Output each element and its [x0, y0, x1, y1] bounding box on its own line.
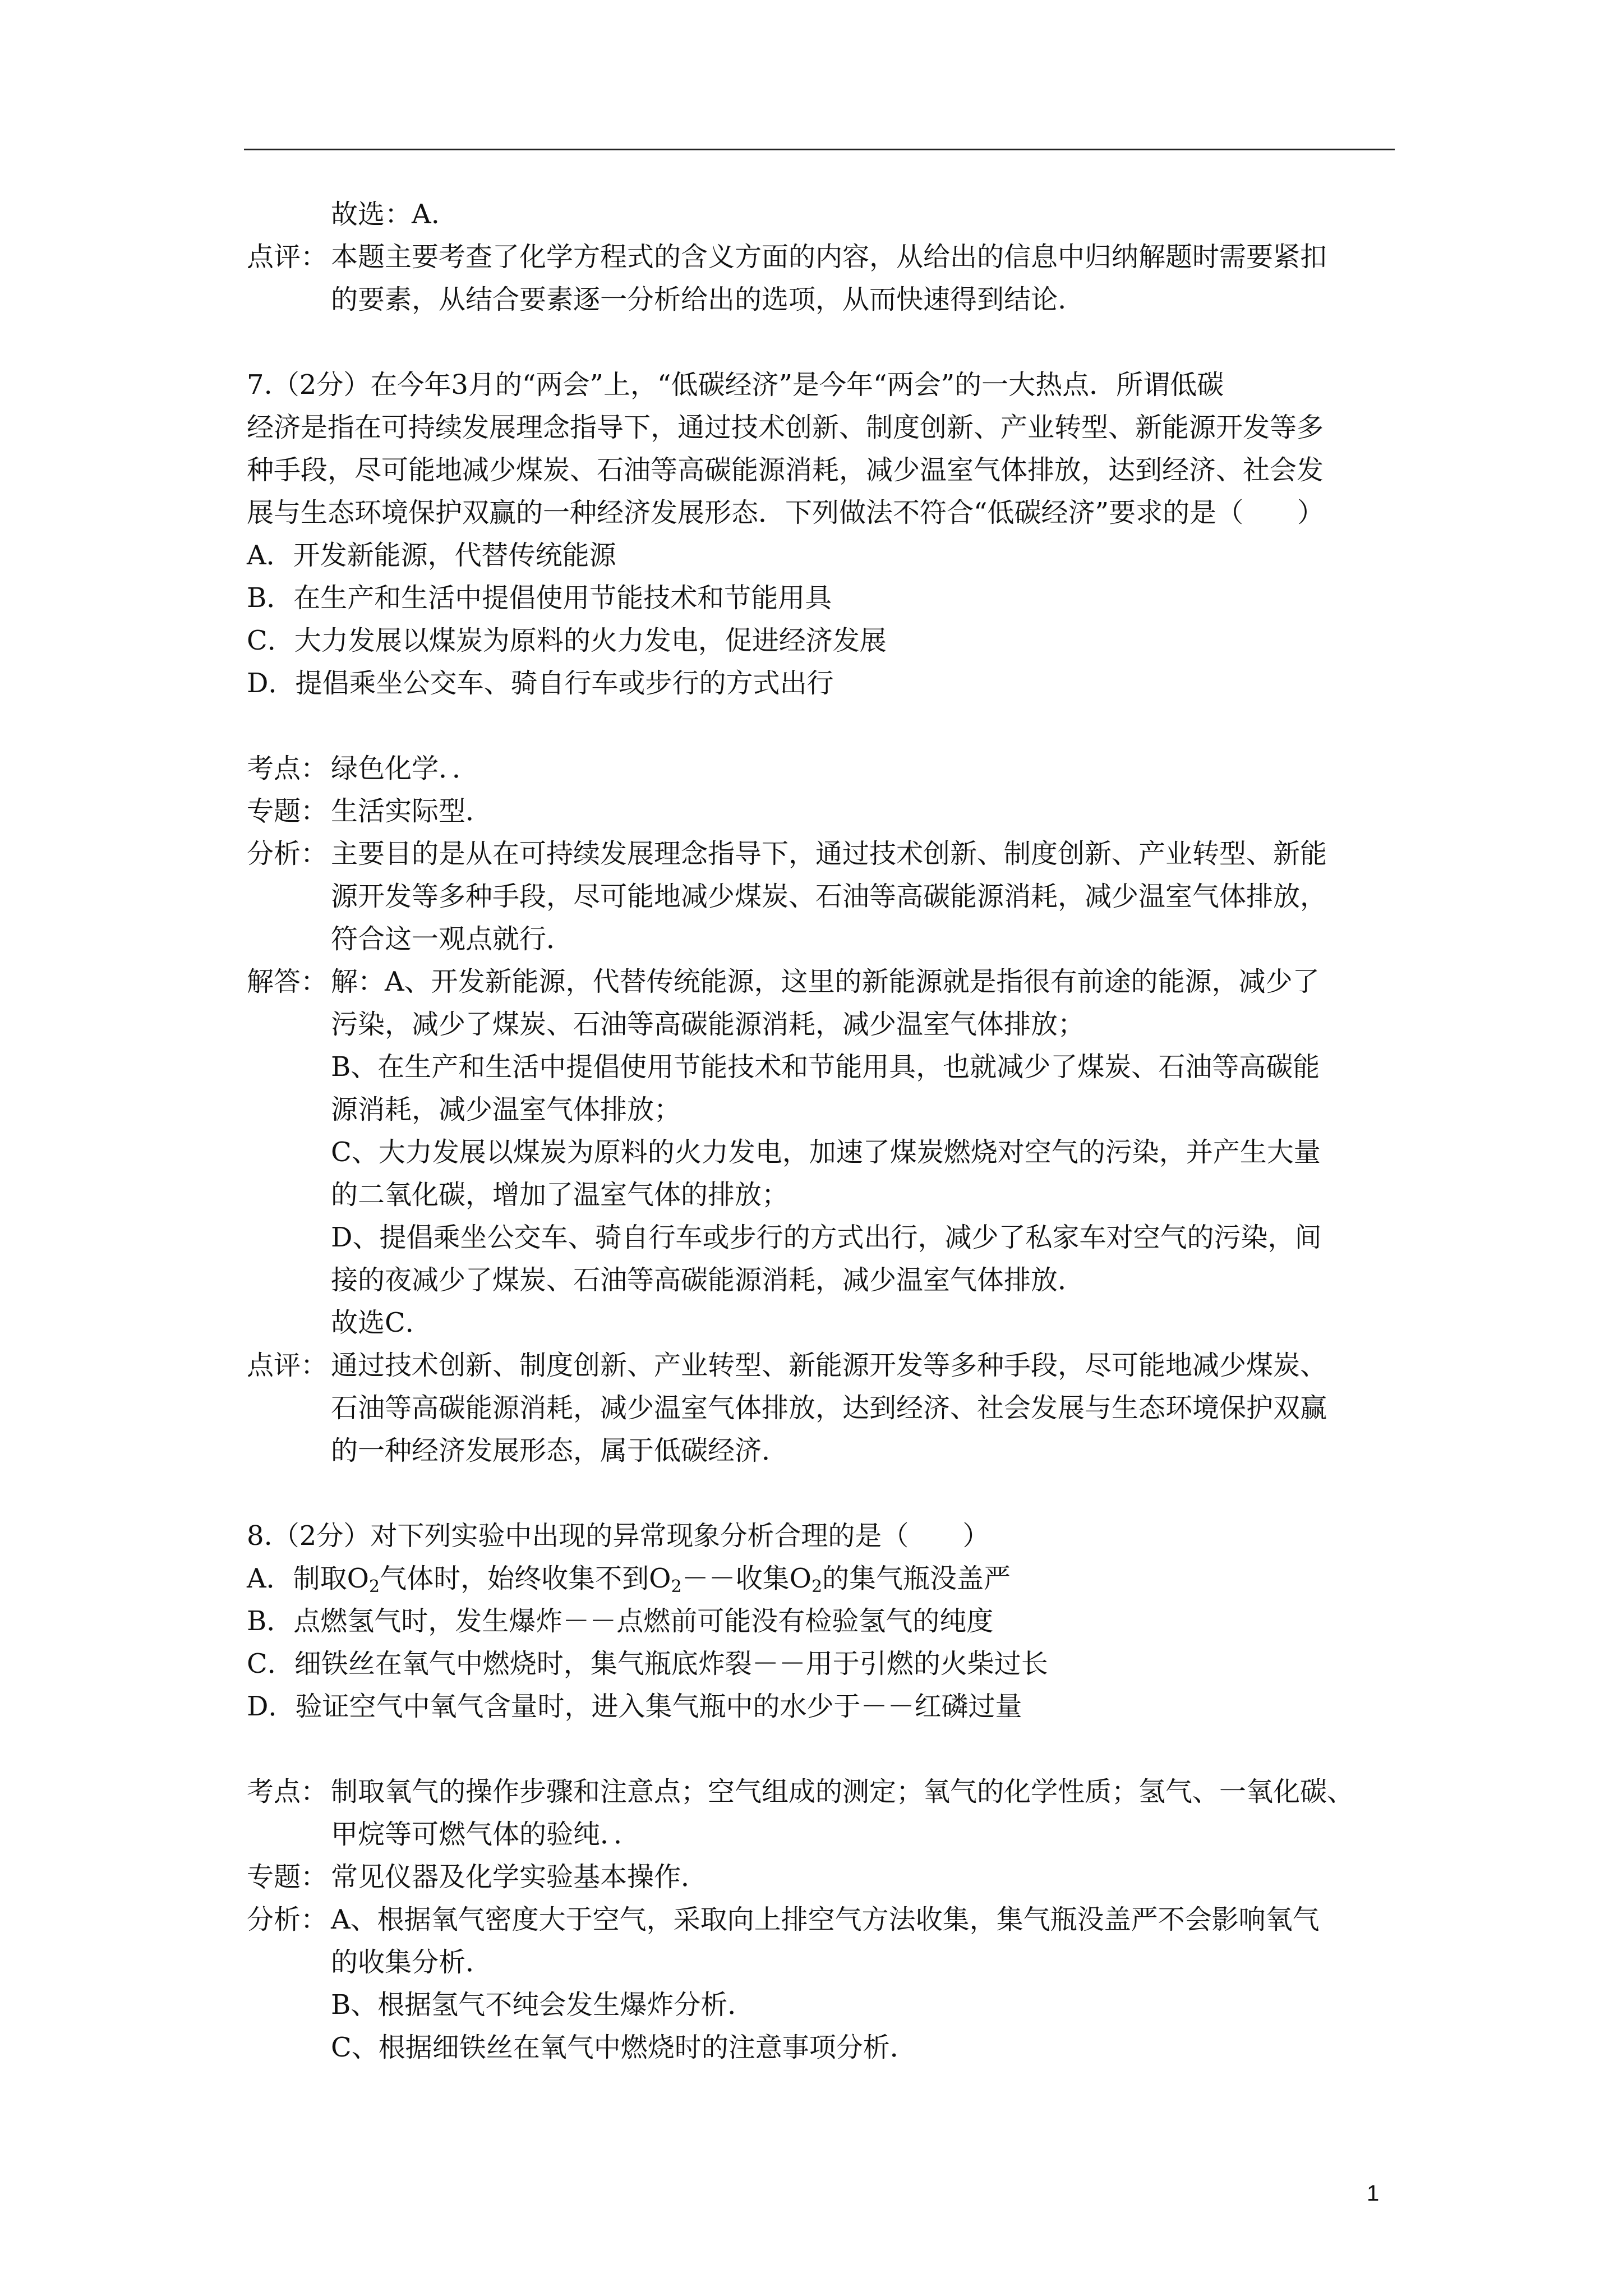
- kaodian-label: 考点：: [247, 753, 328, 784]
- dianping-label: 点评：: [247, 1350, 328, 1381]
- header-rule: [244, 149, 1395, 150]
- option-a-part: －－收集O: [681, 1563, 811, 1594]
- q8-fenxi-line: C、根据细铁丝在氧气中燃烧时的注意事项分析．: [331, 2032, 917, 2063]
- q7-fenxi-line: 源开发等多种手段，尽可能地减少煤炭、石油等高碳能源消耗，减少温室气体排放，: [331, 881, 1327, 912]
- q8-option-b: B．点燃氢气时，发生爆炸－－点燃前可能没有检验氢气的纯度: [247, 1605, 994, 1637]
- subscript: 2: [811, 1577, 823, 1596]
- q7-jieda-line: 故选C．: [331, 1307, 432, 1338]
- q8-fenxi-line: 的收集分析．: [331, 1947, 493, 1978]
- jieda-text: 解：A、开发新能源，代替传统能源，这里的新能源就是指很有前途的能源，减少了: [331, 966, 1320, 997]
- q7-jieda-line: 源消耗，减少温室气体排放；: [331, 1094, 681, 1125]
- kaodian-text: 制取氧气的操作步骤和注意点；空气组成的测定；氧气的化学性质；氢气、一氧化碳、: [331, 1776, 1354, 1807]
- zhuanti-text: 常见仪器及化学实验基本操作．: [331, 1861, 708, 1893]
- q6-answer: 故选：A.: [331, 199, 440, 230]
- fenxi-label: 分析：: [247, 1904, 328, 1935]
- option-a-part: 气体时，始终收集不到O: [380, 1563, 671, 1594]
- q7-dianping-line: 的一种经济发展形态，属于低碳经济．: [331, 1435, 789, 1466]
- fenxi-label: 分析：: [247, 838, 328, 869]
- document-body: [247, 193, 1396, 2069]
- comment-text: 本题主要考查了化学方程式的含义方面的内容，从给出的信息中归纳解题时需要紧扣: [331, 241, 1327, 273]
- kaodian-text: 绿色化学．．: [331, 753, 479, 784]
- q8-kaodian-line: 甲烷等可燃气体的验纯．．: [331, 1819, 641, 1850]
- q8-fenxi: [247, 1898, 1396, 1941]
- q7-dianping-line: 石油等高碳能源消耗，减少温室气体排放，达到经济、社会发展与生态环境保护双赢: [331, 1392, 1327, 1424]
- subscript: 2: [671, 1577, 682, 1596]
- q7-jieda-line: B、在生产和生活中提倡使用节能技术和节能用具，也就减少了煤炭、石油等高碳能: [331, 1051, 1320, 1083]
- q8-option-d: D．验证空气中氧气含量时，进入集气瓶中的水少于－－红磷过量: [247, 1691, 1022, 1722]
- q7-zhuanti: [247, 790, 1396, 832]
- q7-kaodian: [247, 747, 1396, 790]
- q6-comment-line: 的要素，从结合要素逐一分析给出的选项，从而快速得到结论.: [331, 284, 1067, 315]
- q7-jieda-line: 污染，减少了煤炭、石油等高碳能源消耗，减少温室气体排放；: [331, 1009, 1085, 1040]
- q7-jieda-line: 的二氧化碳，增加了温室气体的排放；: [331, 1179, 789, 1211]
- jieda-label: 解答：: [247, 966, 328, 997]
- subscript: 2: [369, 1577, 380, 1596]
- q6-comment-line: [247, 236, 1396, 278]
- zhuanti-label: 专题：: [247, 795, 328, 827]
- option-a-part: 的集气瓶没盖严: [822, 1563, 1011, 1594]
- zhuanti-label: 专题：: [247, 1861, 328, 1893]
- q8-zhuanti: [247, 1856, 1396, 1898]
- option-a-part: A．制取O: [247, 1563, 370, 1594]
- q7-jieda-line: C、大力发展以煤炭为原料的火力发电，加速了煤炭燃烧对空气的污染，并产生大量: [331, 1137, 1321, 1168]
- kaodian-label: 考点：: [247, 1776, 328, 1807]
- q7-jieda: [247, 960, 1396, 1003]
- comment-label: 点评：: [247, 241, 328, 273]
- q7-option-a: A．开发新能源，代替传统能源: [247, 540, 616, 571]
- q7-dianping: [247, 1344, 1396, 1387]
- q7-stem: 经济是指在可持续发展理念指导下，通过技术创新、制度创新、产业转型、新能源开发等多: [247, 412, 1324, 443]
- q7-fenxi: [247, 832, 1396, 875]
- q7-fenxi-line: 符合这一观点就行．: [331, 923, 574, 955]
- q7-option-c: C．大力发展以煤炭为原料的火力发电，促进经济发展: [247, 625, 887, 656]
- q8-option-c: C．细铁丝在氧气中燃烧时，集气瓶底炸裂－－用于引燃的火柴过长: [247, 1648, 1048, 1680]
- q7-stem: 7.（2分）在今年3月的“两会”上，“低碳经济”是今年“两会”的一大热点．所谓低碳: [247, 369, 1224, 401]
- q8-fenxi-line: B、根据氢气不纯会发生爆炸分析．: [331, 1989, 755, 2021]
- fenxi-text: 主要目的是从在可持续发展理念指导下，通过技术创新、制度创新、产业转型、新能: [331, 838, 1327, 869]
- q8-kaodian: [247, 1770, 1396, 1813]
- q7-stem: 展与生态环境保护双赢的一种经济发展形态．下列做法不符合“低碳经济”要求的是（ ）: [247, 497, 1325, 528]
- dianping-text: 通过技术创新、制度创新、产业转型、新能源开发等多种手段，尽可能地减少煤炭、: [331, 1350, 1327, 1381]
- q8-option-a: [247, 1557, 1396, 1600]
- q7-option-d: D．提倡乘坐公交车、骑自行车或步行的方式出行: [247, 668, 834, 699]
- page-number: 1: [1367, 2181, 1380, 2206]
- q7-jieda-line: 接的夜减少了煤炭、石油等高碳能源消耗，减少温室气体排放．: [331, 1264, 1085, 1296]
- q8-stem: 8.（2分）对下列实验中出现的异常现象分析合理的是（ ）: [247, 1520, 990, 1552]
- zhuanti-text: 生活实际型．: [331, 795, 493, 827]
- q7-option-b: B．在生产和生活中提倡使用节能技术和节能用具: [247, 582, 832, 614]
- q7-stem: 种手段，尽可能地减少煤炭、石油等高碳能源消耗，减少温室气体排放，达到经济、社会发: [247, 454, 1324, 486]
- q7-jieda-line: D、提倡乘坐公交车、骑自行车或步行的方式出行，减少了私家车对空气的污染，间: [331, 1222, 1322, 1253]
- fenxi-text: A、根据氧气密度大于空气，采取向上排空气方法收集，集气瓶没盖严不会影响氧气: [331, 1904, 1320, 1935]
